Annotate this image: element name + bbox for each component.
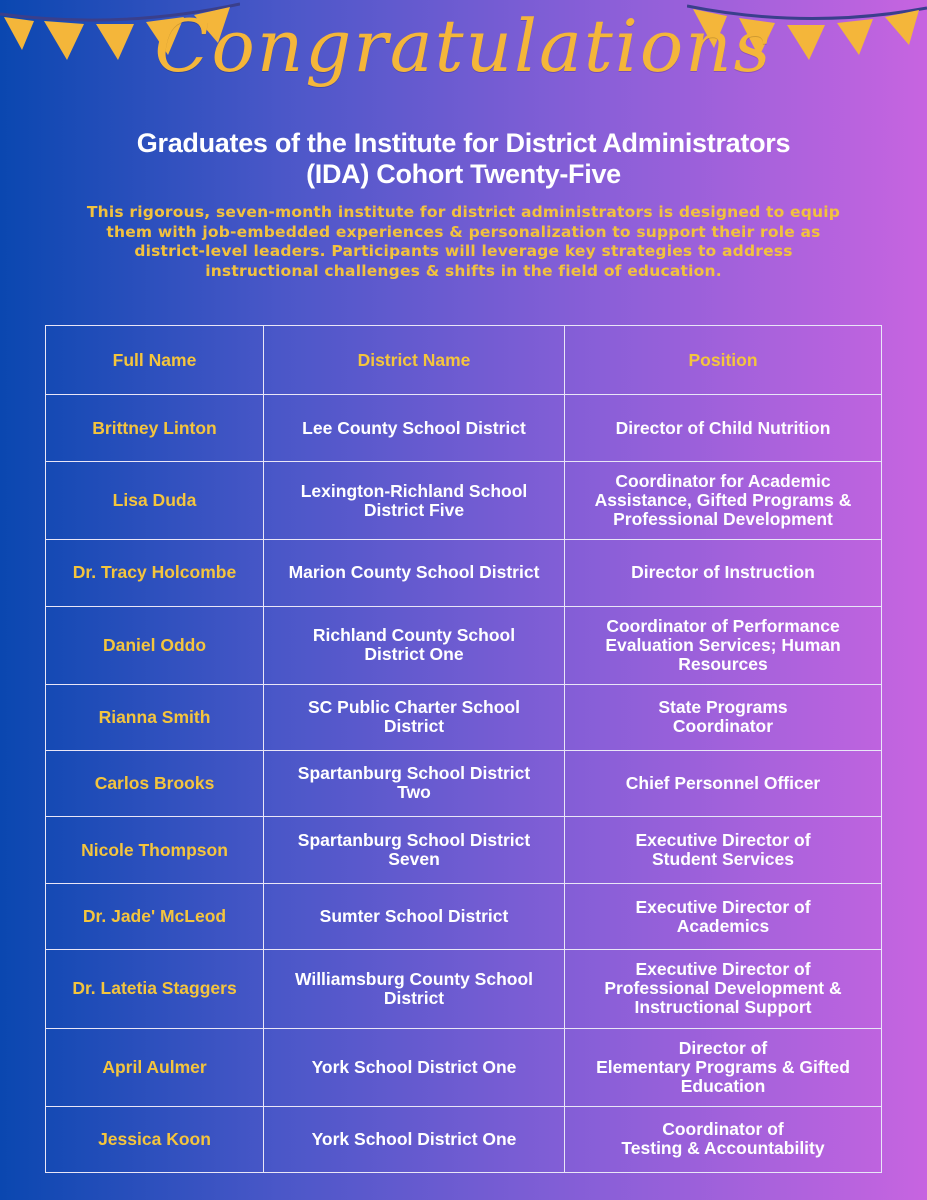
intro-line-4: instructional challenges & shifts in the field of education. [205,261,722,280]
graduate-name: Nicole Thompson [46,817,264,884]
table-row [46,606,882,684]
district-line: Richland County School [312,625,516,646]
district-name [264,950,565,1028]
district-name [264,540,565,606]
table-row [46,950,882,1028]
headline-line-1: Graduates of the Institute for District Administrators [136,128,791,158]
position-title [565,606,882,684]
district-line: District One [364,644,464,665]
district-name [264,606,565,684]
position-line: Director of [678,1037,768,1058]
congratulations-title: Congratulations [154,4,773,88]
table-row [46,817,882,884]
graduate-name: Carlos Brooks [46,750,264,816]
position-line: Executive Director of [635,959,811,980]
district-name [264,462,565,540]
graduates-table [45,325,882,1173]
position-line: Executive Director of [635,896,811,917]
position-title [565,950,882,1028]
position-title [565,462,882,540]
graduate-name: Rianna Smith [46,684,264,750]
district-line: York School District One [311,1056,517,1077]
position-line: Director of Instruction [631,562,815,583]
table-row [46,684,882,750]
district-line: Lexington-Richland School [300,480,528,501]
position-title [565,540,882,606]
district-line: York School District One [311,1128,517,1149]
table-row [46,395,882,462]
graduate-name: Brittney Linton [46,395,264,462]
district-line: Spartanburg School District [297,763,531,784]
table-row [46,884,882,950]
district-line: Seven [388,849,440,870]
position-title [565,684,882,750]
graduate-name: Dr. Tracy Holcombe [46,540,264,606]
graduate-name: Dr. Jade' McLeod [46,884,264,950]
intro-line-1: This rigorous, seven-month institute for district administrators is designed to equip [86,203,841,221]
district-name [264,750,565,816]
position-line: Director of Child Nutrition [615,417,831,438]
district-line: Spartanburg School District [297,830,531,851]
position-line: Evaluation Services; Human [605,634,841,655]
position-line: Coordinator of [662,1119,784,1140]
graduate-name: Lisa Duda [46,462,264,540]
district-line: Marion County School District [288,562,540,583]
table-row [46,1106,882,1172]
page-headline [40,128,887,190]
position-line: Elementary Programs & Gifted [596,1056,850,1077]
position-line: Chief Personnel Officer [625,772,821,793]
position-line: Assistance, Gifted Programs & [594,490,852,511]
position-title [565,1028,882,1106]
table-header-row [46,326,882,395]
district-name [264,817,565,884]
graduate-name: April Aulmer [46,1028,264,1106]
district-line: District Five [363,499,465,520]
position-line: Academics [676,915,770,936]
district-name [264,884,565,950]
district-line: Two [397,782,431,803]
position-line: Education [680,1075,766,1096]
headline-line-2: (IDA) Cohort Twenty-Five [306,159,621,189]
intro-paragraph [30,203,897,281]
district-name [264,1028,565,1106]
position-line: Instructional Support [634,997,812,1018]
district-line: Lee County School District [302,417,526,438]
district-line: SC Public Charter School [308,697,520,718]
graduate-name: Daniel Oddo [46,606,264,684]
position-line: Executive Director of [635,830,811,851]
position-line: Testing & Accountability [621,1138,825,1159]
table-row [46,540,882,606]
intro-line-3: district-level leaders. Participants will leverage key strategies to address [134,242,793,260]
graduate-name: Jessica Koon [46,1106,264,1172]
district-line: District [383,987,445,1008]
position-line: State Programs [658,697,788,718]
position-title [565,395,882,462]
district-line: District [383,716,445,737]
table-row [46,462,882,540]
table-row [46,1028,882,1106]
position-line: Coordinator [672,716,774,737]
position-line: Student Services [652,849,794,870]
position-title [565,750,882,816]
position-line: Professional Development & [604,978,842,999]
graduate-name: Dr. Latetia Staggers [46,950,264,1028]
district-name [264,395,565,462]
header-full-name: Full Name [46,326,264,395]
header-district-name: District Name [264,326,565,395]
position-line: Professional Development [613,509,833,530]
intro-line-2: them with job-embedded experiences & personalization to support their role as [106,222,821,241]
position-line: Resources [678,653,768,674]
header-position: Position [565,326,882,395]
position-line: Coordinator of Performance [606,615,840,636]
table-row [46,750,882,816]
district-line: Sumter School District [319,906,509,927]
position-title [565,817,882,884]
position-line: Coordinator for Academic [615,471,831,492]
position-title [565,884,882,950]
district-name [264,684,565,750]
position-title [565,1106,882,1172]
district-line: Williamsburg County School [294,968,534,989]
district-name [264,1106,565,1172]
